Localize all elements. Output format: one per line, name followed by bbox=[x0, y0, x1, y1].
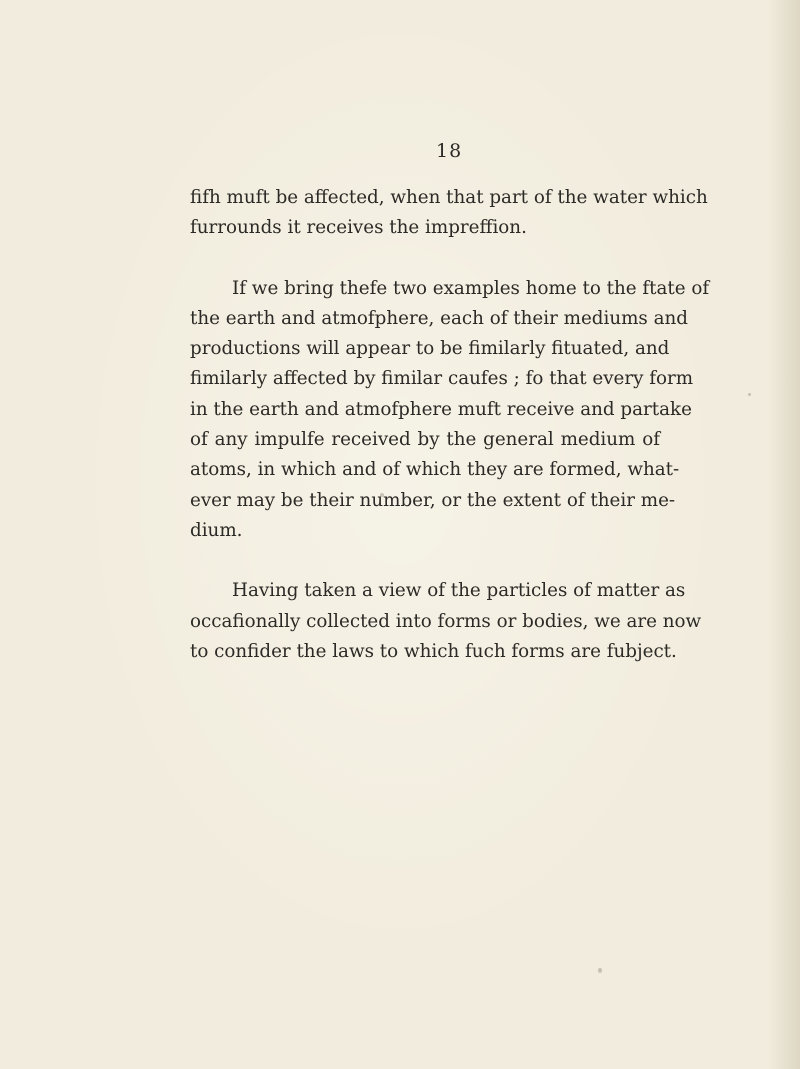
text-line: atoms, in which and of which they are formed, what- bbox=[190, 459, 680, 481]
text-line: Having taken a view of the particles of matter as bbox=[232, 580, 686, 602]
text-line: productions will appear to be fimilarly fituated, and bbox=[190, 338, 670, 360]
text-line: to confider the laws to which fuch forms are fubject. bbox=[190, 640, 677, 662]
text-line: the earth and atmofphere, each of their mediums and bbox=[190, 307, 688, 329]
text-line: in the earth and atmofphere muft receive and partake bbox=[190, 398, 692, 420]
paper-blemish bbox=[748, 393, 751, 396]
paragraph-2 bbox=[190, 274, 710, 547]
page-number: 18 bbox=[436, 140, 463, 162]
text-line: furrounds it receives the impreffion. bbox=[190, 217, 527, 239]
text-line: ever may be their number, or the extent of their me- bbox=[190, 489, 676, 511]
paragraph-1 bbox=[190, 183, 708, 244]
text-line: If we bring thefe two examples home to the ftate of bbox=[232, 277, 710, 299]
text-line: dium. bbox=[190, 519, 243, 541]
text-line: fifh muft be affected, when that part of the water which bbox=[190, 187, 708, 208]
paper-blemish bbox=[380, 493, 384, 497]
text-line: occafionally collected into forms or bodies, we are now bbox=[190, 610, 702, 632]
paragraph-3 bbox=[190, 576, 702, 667]
body-text bbox=[190, 183, 710, 667]
text-line: fimilarly affected by fimilar caufes ; fo that every form bbox=[190, 368, 694, 390]
paper-blemish bbox=[598, 968, 602, 973]
text-line: of any impulfe received by the general medium of bbox=[190, 429, 660, 451]
